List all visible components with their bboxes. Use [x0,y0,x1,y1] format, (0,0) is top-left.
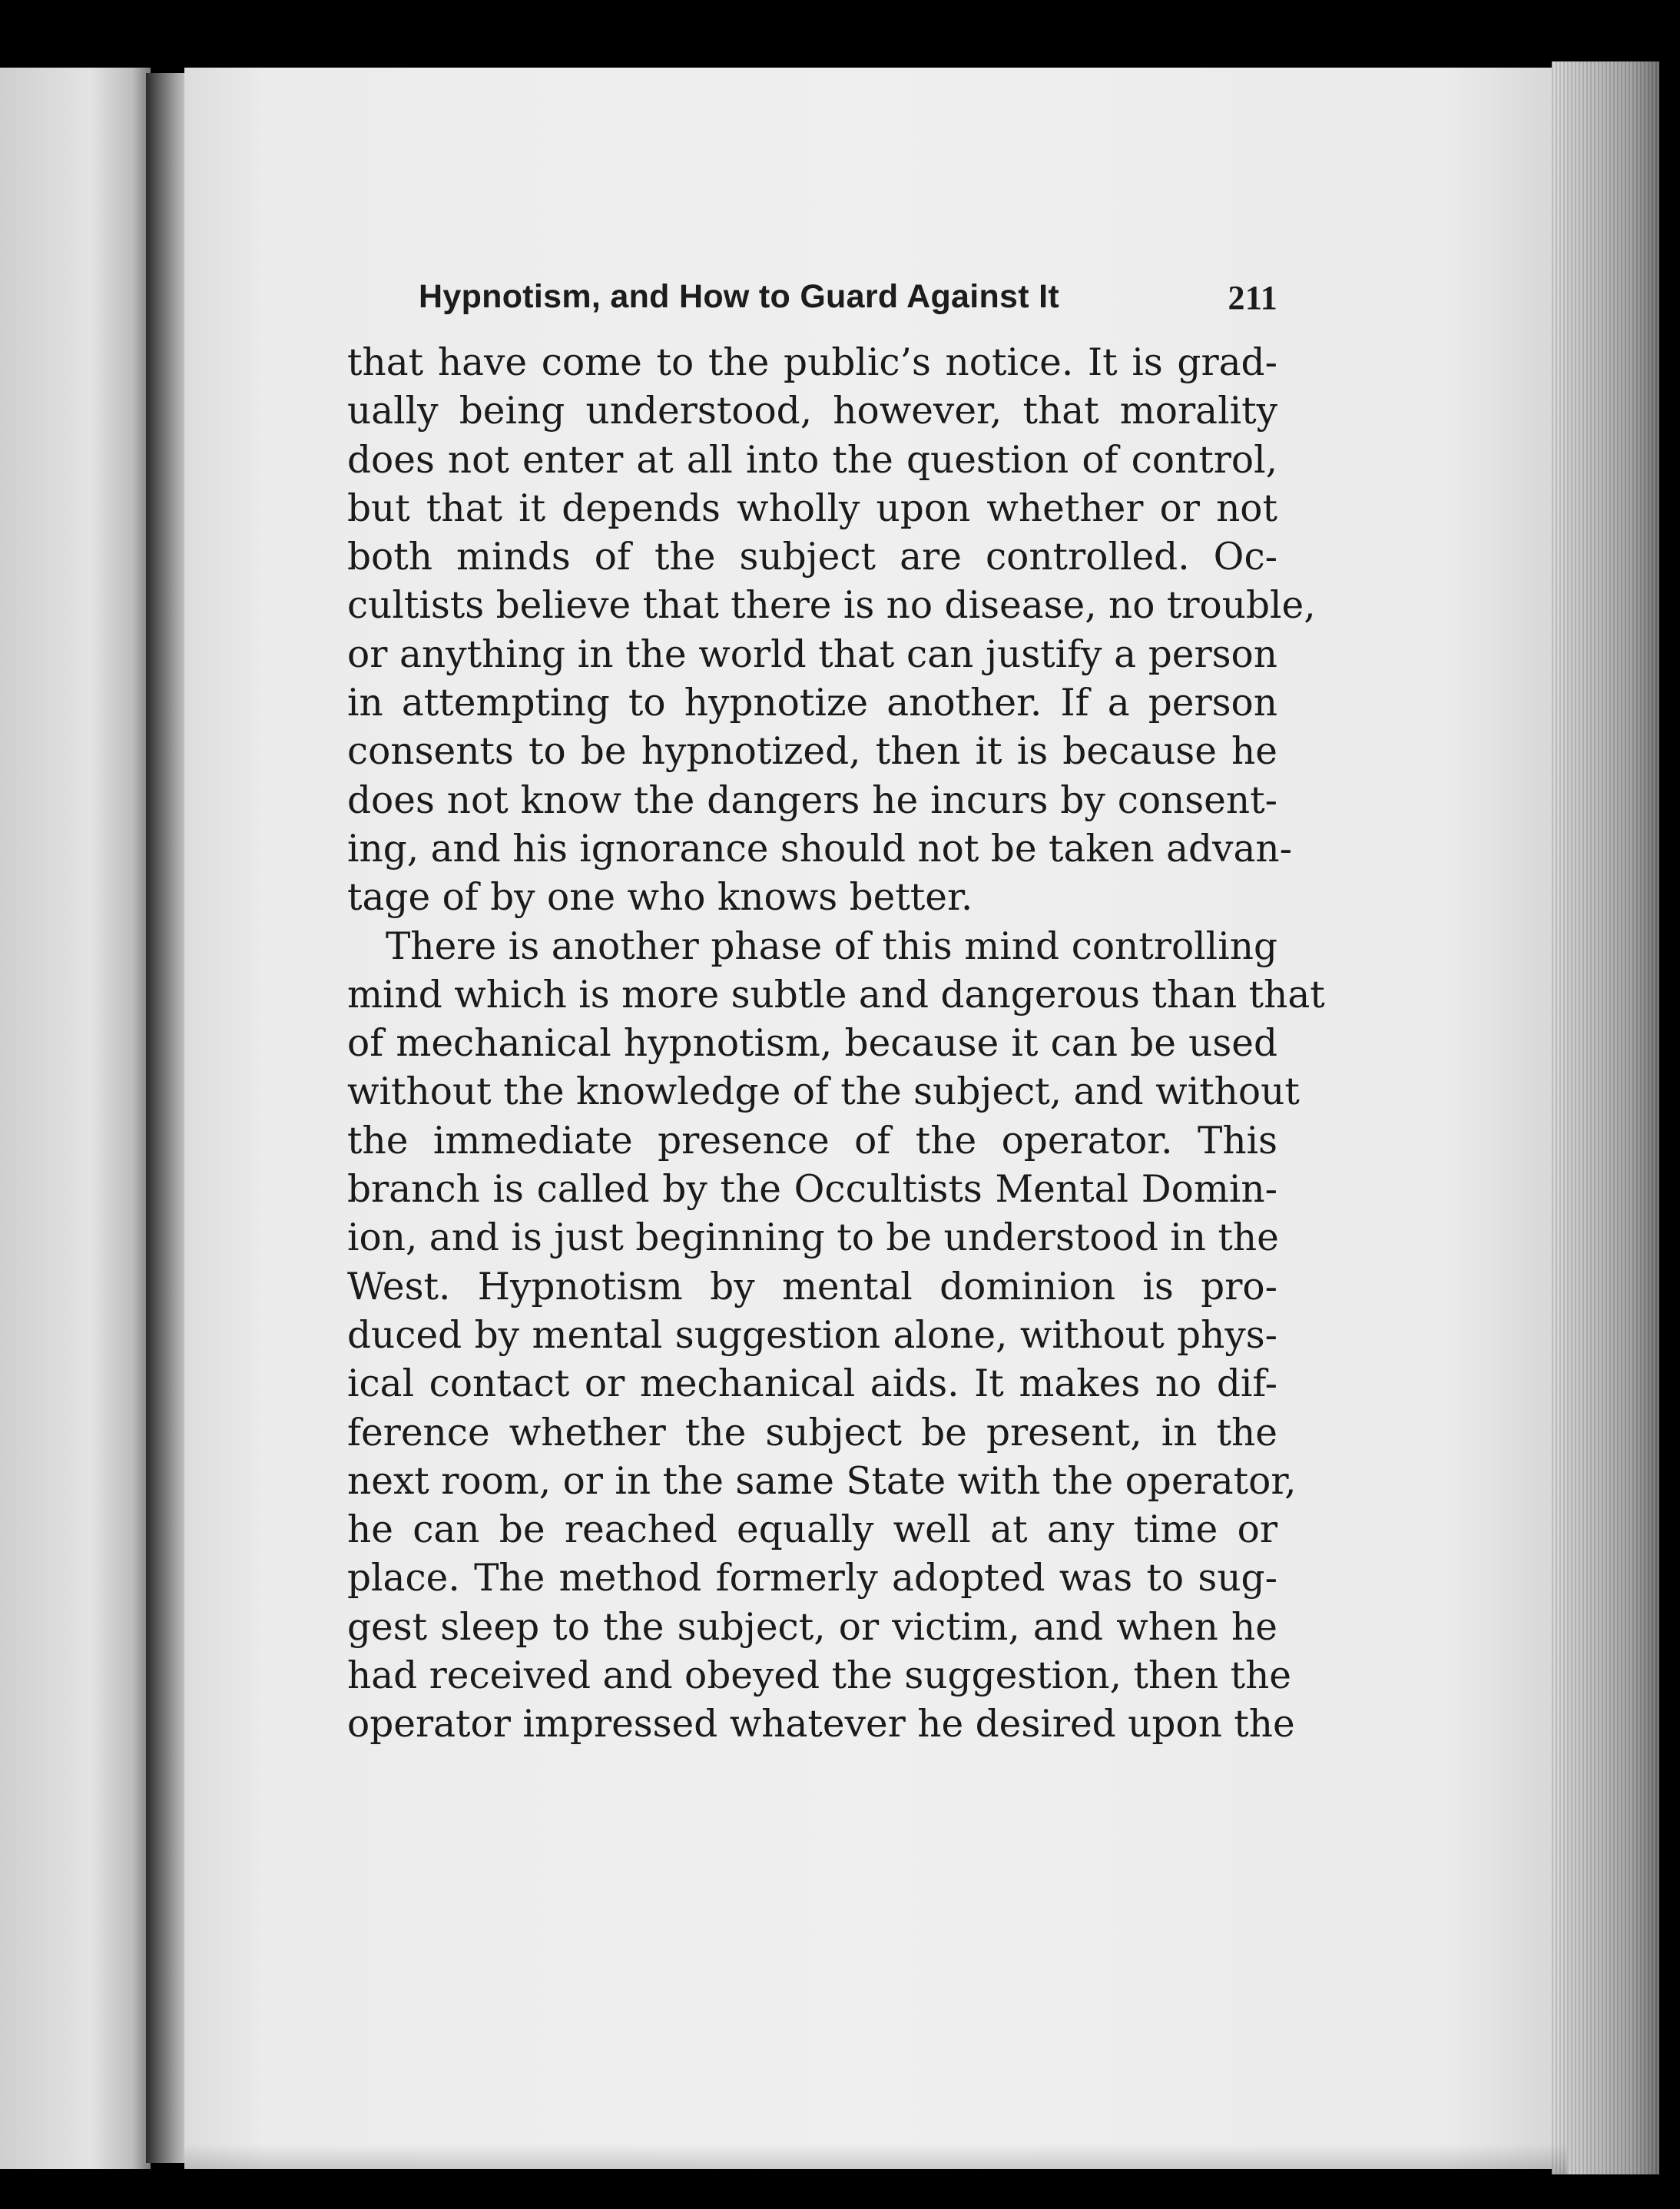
text-line: tage of by one who knows better. [347,876,973,920]
running-head-title: Hypnotism, and How to Guard Against It [419,278,1059,315]
text-line: that have come to the public’s notice. It is grad- [347,341,1277,384]
page-stack-edge [1552,61,1659,2174]
text-line: West. Hypnotism by mental dominion is pro- [347,1265,1277,1308]
text-line: There is another phase of this mind controlling [386,924,1277,968]
text-line: place. The method formerly adopted was to sug- [347,1557,1277,1600]
text-line: the immediate presence of the operator. This [347,1119,1277,1163]
text-line: ference whether the subject be present, in the [347,1411,1277,1454]
text-line: he can be reached equally well at any time or [347,1508,1277,1552]
running-head [419,278,1277,332]
page-number: 211 [1228,279,1277,317]
text-line: mind which is more subtle and dangerous than that [347,973,1325,1017]
text-line: ion, and is just beginning to be understood in the [347,1216,1279,1260]
text-line: consents to be hypnotized, then it is because he [347,730,1277,774]
text-line: ical contact or mechanical aids. It makes no dif- [347,1362,1277,1406]
text-line: duced by mental suggestion alone, without phys- [347,1313,1277,1357]
text-line: but that it depends wholly upon whether or not [347,486,1277,530]
text-line: both minds of the subject are controlled. Oc- [347,536,1277,579]
text-line: branch is called by the Occultists Mental Domin- [347,1168,1277,1212]
body-text [347,339,1325,1750]
text-line: or anything in the world that can justify a person [347,632,1277,676]
text-line: without the knowledge of the subject, and without [347,1070,1300,1114]
text-line: operator impressed whatever he desired upon the [347,1703,1295,1746]
page-bottom-shadow [184,2144,1567,2174]
text-line: had received and obeyed the suggestion, then the [347,1654,1292,1698]
text-line: ing, and his ignorance should not be taken advan- [347,827,1293,871]
text-line: does not know the dangers he incurs by consent- [347,778,1277,822]
text-line: next room, or in the same State with the operator, [347,1459,1297,1503]
text-line: cultists believe that there is no disease, no trouble, [347,584,1316,628]
text-line: of mechanical hypnotism, because it can be used [347,1022,1277,1066]
text-line: in attempting to hypnotize another. If a person [347,682,1277,725]
text-line: gest sleep to the subject, or victim, and when he [347,1605,1277,1649]
text-line: does not enter at all into the question of control, [347,438,1277,482]
previous-page-edge [0,68,151,2169]
text-line: ually being understood, however, that morality [347,390,1277,433]
